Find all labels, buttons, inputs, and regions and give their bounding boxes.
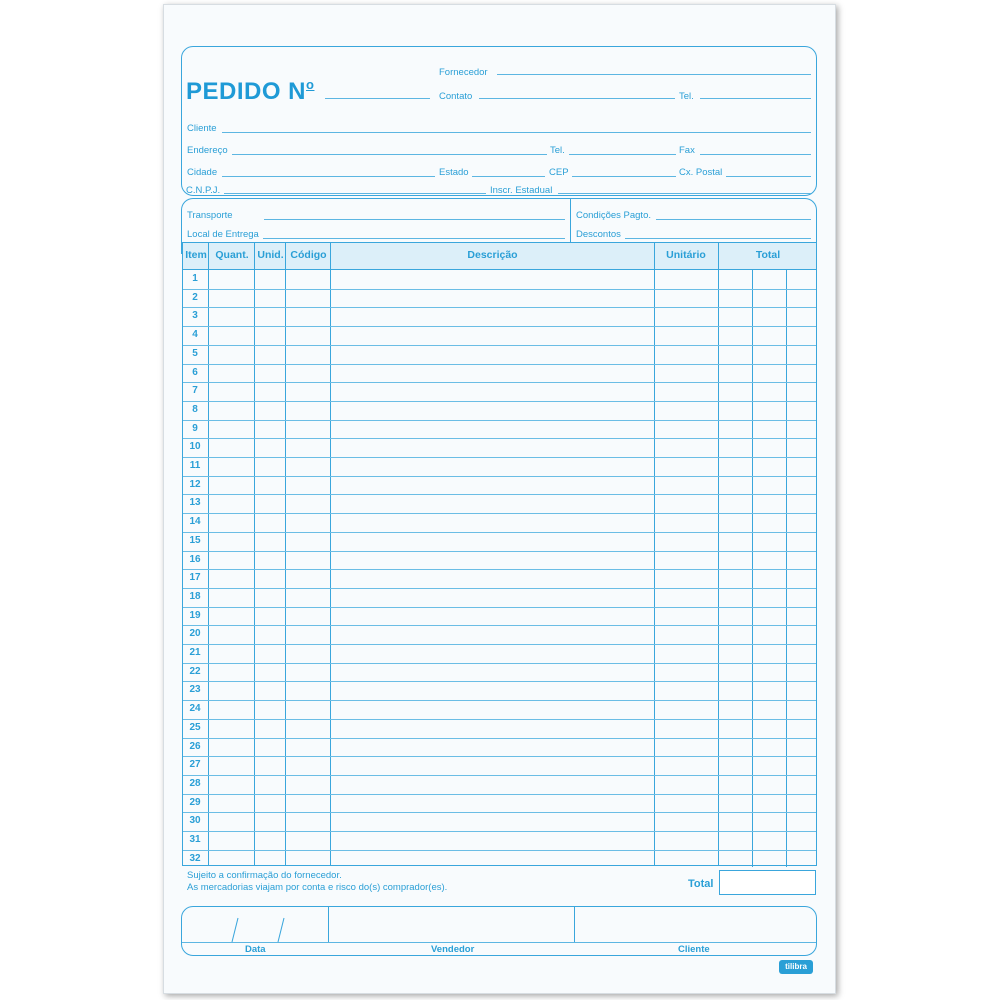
- vendedor-label: Vendedor: [431, 944, 475, 955]
- descontos-field[interactable]: [625, 238, 811, 239]
- inscr-estadual-field[interactable]: [558, 193, 811, 194]
- row-number: 1: [192, 273, 198, 284]
- row-number: 3: [192, 310, 198, 322]
- inscr-estadual-label: Inscr. Estadual: [490, 185, 553, 196]
- col-divider: [285, 243, 286, 865]
- row-number: 27: [189, 759, 201, 771]
- table-row: [183, 457, 816, 458]
- table-row: [183, 420, 816, 421]
- table-row: [183, 364, 816, 365]
- contato-label: Contato: [439, 91, 473, 102]
- cep-field[interactable]: [572, 176, 676, 177]
- table-row: [183, 812, 816, 813]
- transporte-label: Transporte: [187, 210, 233, 221]
- cidade-field[interactable]: [222, 176, 435, 177]
- items-table: [182, 242, 817, 866]
- row-number: 25: [189, 721, 201, 733]
- col-divider: [718, 243, 719, 865]
- local-entrega-label: Local de Entrega: [187, 229, 259, 240]
- table-row: [183, 588, 816, 589]
- cx-postal-label: Cx. Postal: [679, 167, 723, 178]
- date-slash-icon: [226, 914, 296, 944]
- tel2-field[interactable]: [569, 154, 676, 155]
- cnpj-label: C.N.P.J.: [186, 185, 221, 196]
- table-row: [183, 382, 816, 383]
- col-unid: Unid.: [257, 249, 284, 261]
- row-number: 31: [189, 834, 201, 845]
- cliente-signature-label: Cliente: [678, 944, 710, 955]
- row-number: 9: [192, 422, 198, 434]
- row-number: 32: [189, 852, 201, 864]
- table-row: [183, 607, 816, 608]
- row-number: 23: [189, 684, 201, 696]
- row-number: 20: [189, 628, 201, 640]
- row-number: 17: [189, 572, 201, 584]
- table-row: [183, 438, 816, 439]
- table-row: [183, 831, 816, 832]
- table-row: [183, 850, 816, 851]
- table-row: [183, 794, 816, 795]
- row-number: 15: [189, 534, 201, 546]
- table-row: [183, 307, 816, 308]
- fornecedor-field[interactable]: [497, 74, 811, 75]
- transporte-field[interactable]: [264, 219, 565, 220]
- tel-field[interactable]: [700, 98, 811, 99]
- row-number: 30: [189, 815, 201, 827]
- col-descricao: Descrição: [467, 249, 518, 261]
- cnpj-field[interactable]: [224, 193, 486, 194]
- local-entrega-field[interactable]: [263, 238, 565, 239]
- total-label: Total: [688, 878, 714, 890]
- tilibra-logo: tilibra: [779, 960, 813, 974]
- row-number: 4: [192, 329, 198, 341]
- col-divider: [330, 243, 331, 865]
- signature-divider: [574, 906, 575, 943]
- endereco-field[interactable]: [232, 154, 547, 155]
- condicoes-field[interactable]: [656, 219, 811, 220]
- total-field[interactable]: [719, 870, 816, 895]
- col-divider: [254, 243, 255, 865]
- row-number: 29: [189, 796, 201, 808]
- table-row: [183, 738, 816, 739]
- cx-postal-field[interactable]: [726, 176, 811, 177]
- table-row: [183, 513, 816, 514]
- shipping-divider: [570, 198, 571, 242]
- cliente-field[interactable]: [222, 132, 811, 133]
- cliente-label: Cliente: [187, 123, 217, 134]
- fax-label: Fax: [679, 145, 695, 156]
- table-row: [183, 289, 816, 290]
- tel2-label: Tel.: [550, 145, 565, 156]
- col-total: Total: [755, 249, 781, 261]
- table-row: [183, 663, 816, 664]
- row-number: 14: [189, 516, 201, 528]
- col-divider: [208, 243, 209, 865]
- note-line-2: As mercadorias viajam por conta e risco do(s) comprador(es).: [187, 882, 448, 893]
- row-number: 11: [189, 460, 201, 471]
- row-number: 28: [189, 777, 201, 789]
- endereco-label: Endereço: [187, 145, 228, 156]
- row-number: 24: [189, 703, 201, 715]
- fornecedor-label: Fornecedor: [439, 67, 488, 78]
- row-number: 21: [189, 647, 201, 658]
- table-row: [183, 476, 816, 477]
- table-row: [183, 326, 816, 327]
- cep-label: CEP: [549, 167, 569, 178]
- estado-label: Estado: [439, 167, 469, 178]
- table-row: [183, 551, 816, 552]
- table-row: [183, 719, 816, 720]
- condicoes-label: Condições Pagto.: [576, 210, 651, 221]
- col-divider: [654, 243, 655, 865]
- table-row: [183, 644, 816, 645]
- contato-field[interactable]: [479, 98, 675, 99]
- table-row: [183, 401, 816, 402]
- row-number: 22: [189, 665, 201, 677]
- table-row: [183, 775, 816, 776]
- order-number-line[interactable]: [325, 98, 430, 99]
- cidade-label: Cidade: [187, 167, 218, 178]
- row-number: 19: [189, 609, 201, 621]
- row-number: 7: [192, 385, 198, 397]
- table-row: [183, 681, 816, 682]
- table-row: [183, 532, 816, 533]
- table-row: [183, 494, 816, 495]
- row-number: 2: [192, 291, 198, 303]
- note-line-1: Sujeito a confirmação do fornecedor.: [187, 870, 342, 881]
- table-row: [183, 345, 816, 346]
- row-number: 18: [189, 590, 201, 602]
- table-row: [183, 756, 816, 757]
- col-codigo: Código: [290, 249, 327, 261]
- tel-label: Tel.: [679, 91, 694, 102]
- row-number: 6: [192, 366, 198, 378]
- table-row: [183, 625, 816, 626]
- table-row: [183, 700, 816, 701]
- row-number: 10: [189, 441, 201, 453]
- data-label: Data: [245, 944, 266, 955]
- row-number: 5: [192, 347, 198, 359]
- fax-field[interactable]: [700, 154, 811, 155]
- estado-field[interactable]: [472, 176, 545, 177]
- row-number: 26: [189, 740, 201, 752]
- table-row: [183, 569, 816, 570]
- descontos-label: Descontos: [576, 229, 621, 240]
- row-number: 16: [189, 553, 201, 565]
- row-number: 12: [189, 478, 201, 490]
- row-number: 13: [189, 497, 201, 509]
- col-unitario: Unitário: [666, 249, 706, 261]
- col-quant: Quant.: [215, 249, 249, 261]
- col-item: Item: [185, 249, 207, 261]
- table-header: [183, 243, 816, 270]
- page-title: PEDIDO $N^o$: [186, 77, 315, 105]
- signature-divider: [328, 906, 329, 943]
- row-number: 8: [192, 403, 198, 415]
